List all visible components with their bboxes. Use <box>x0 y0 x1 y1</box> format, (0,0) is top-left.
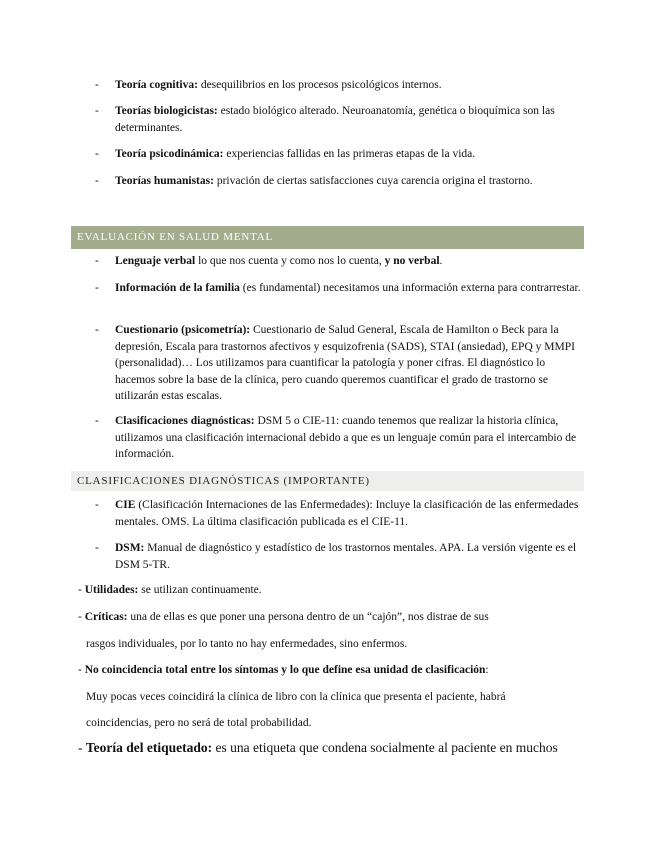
item-text: (es fundamental) necesitamos una información externa para contrarrestar. <box>239 282 581 294</box>
bullet-dash: - <box>95 542 99 554</box>
bullet-dash: - <box>95 415 99 427</box>
para-prefix: - <box>78 740 86 755</box>
bullet-dash: - <box>95 105 99 117</box>
bullet-dash: - <box>95 255 99 267</box>
list-item <box>95 77 585 94</box>
para-text: se utilizan continuamente. <box>138 584 262 596</box>
list-item <box>95 103 585 136</box>
bullet-dash: - <box>95 79 99 91</box>
item-term: DSM: <box>115 542 145 554</box>
para-term: No coincidencia total entre los síntomas y lo que define esa unidad de clasificación <box>84 664 486 676</box>
para-prefix: - <box>78 664 85 676</box>
item-text: Manual de diagnóstico y estadístico de los trastornos mentales. APA. La versión vigente es el DSM 5-TR. <box>115 542 577 571</box>
item-term: Información de la familia <box>115 282 240 294</box>
paragraph-criticas-cont: rasgos individuales, por lo tanto no hay enfermedades, sino enfermos. <box>86 638 408 650</box>
item-text: (Clasificación Internaciones de las Enfermedades): Incluye la clasificación de las enfermedades mentales. OMS. La última clasificación publicada es el CIE-11. <box>115 499 579 528</box>
item-text: privación de ciertas satisfacciones cuya carencia origina el trastorno. <box>213 175 533 187</box>
item-text: lo que nos cuenta y como nos lo cuenta, <box>195 255 385 267</box>
list-item <box>95 413 585 463</box>
paragraph-etiquetado <box>78 740 598 756</box>
list-item <box>95 280 585 297</box>
list-item <box>95 322 585 405</box>
item-text: . <box>439 255 443 267</box>
para-prefix: - <box>78 584 85 596</box>
paragraph-criticas <box>78 609 598 625</box>
item-term: Clasificaciones diagnósticas: <box>115 415 255 427</box>
item-term: CIE <box>115 499 136 511</box>
bullet-dash: - <box>95 175 99 187</box>
list-item <box>95 497 585 530</box>
item-term: Teoría cognitiva: <box>115 79 198 91</box>
bullet-dash: - <box>95 148 99 160</box>
item-term: Teorías biologicistas: <box>115 105 218 117</box>
item-term: Teorías humanistas: <box>115 175 214 187</box>
item-text: Cuestionario de Salud General, Escala de Hamilton o Beck para la depresión, Escala para trastornos afectivos y esquizofrenia (SADS), STAI (ansiedad), EPQ y MMPI (personalidad)… Los utilizamos para cuantificar la patología y poner cifras. El diagnóstico lo hacemos sobre la base de la clínica, pero cuando queremos cuantificar el grado de trastorno se utilizarán estas escalas. <box>115 324 575 402</box>
para-text: es una etiqueta que condena socialmente al paciente en muchos <box>212 740 558 755</box>
item-text: estado biológico alterado. Neuroanatomía, genética o bioquímica son las determinantes. <box>115 105 555 134</box>
para-prefix: - <box>78 611 85 623</box>
bullet-dash: - <box>95 324 99 336</box>
item-text: experiencias fallidas en las primeras etapas de la vida. <box>223 148 476 160</box>
para-term: Utilidades: <box>84 584 139 596</box>
bullet-dash: - <box>95 282 99 294</box>
bullet-dash: - <box>95 499 99 511</box>
item-term: Cuestionario (psicometría): <box>115 324 251 336</box>
item-text: DSM 5 o CIE-11: cuando tenemos que realizar la historia clínica, utilizamos una clasificación internacional debido a que es un lenguaje común para el intercambio de información. <box>115 415 577 460</box>
list-item <box>95 146 585 163</box>
item-term: Teoría psicodinámica: <box>115 148 224 160</box>
list-item <box>95 540 585 573</box>
list-item <box>95 253 585 270</box>
para-term: Teoría del etiquetado: <box>85 740 213 755</box>
section-heading-clasificaciones: CLASIFICACIONES DIAGNÓSTICAS (IMPORTANTE) <box>71 471 584 491</box>
para-text: : <box>485 664 489 676</box>
item-term: y no verbal <box>384 255 440 267</box>
item-term: Lenguaje verbal <box>115 255 196 267</box>
section-heading-evaluacion: EVALUACIÓN EN SALUD MENTAL <box>71 226 584 249</box>
paragraph-coincidencia <box>78 662 598 678</box>
list-item <box>95 173 585 190</box>
paragraph-utilidades <box>78 582 598 598</box>
item-text: desequilibrios en los procesos psicológicos internos. <box>197 79 442 91</box>
para-term: Críticas: <box>84 611 128 623</box>
paragraph-coincidencia-cont: Muy pocas veces coincidirá la clínica de libro con la clínica que presenta el paciente, habrá <box>86 691 506 703</box>
paragraph-coincidencia-cont: coincidencias, pero no será de total probabilidad. <box>86 717 312 729</box>
para-text: una de ellas es que poner una persona dentro de un “cajón”, nos distrae de sus <box>127 611 489 623</box>
